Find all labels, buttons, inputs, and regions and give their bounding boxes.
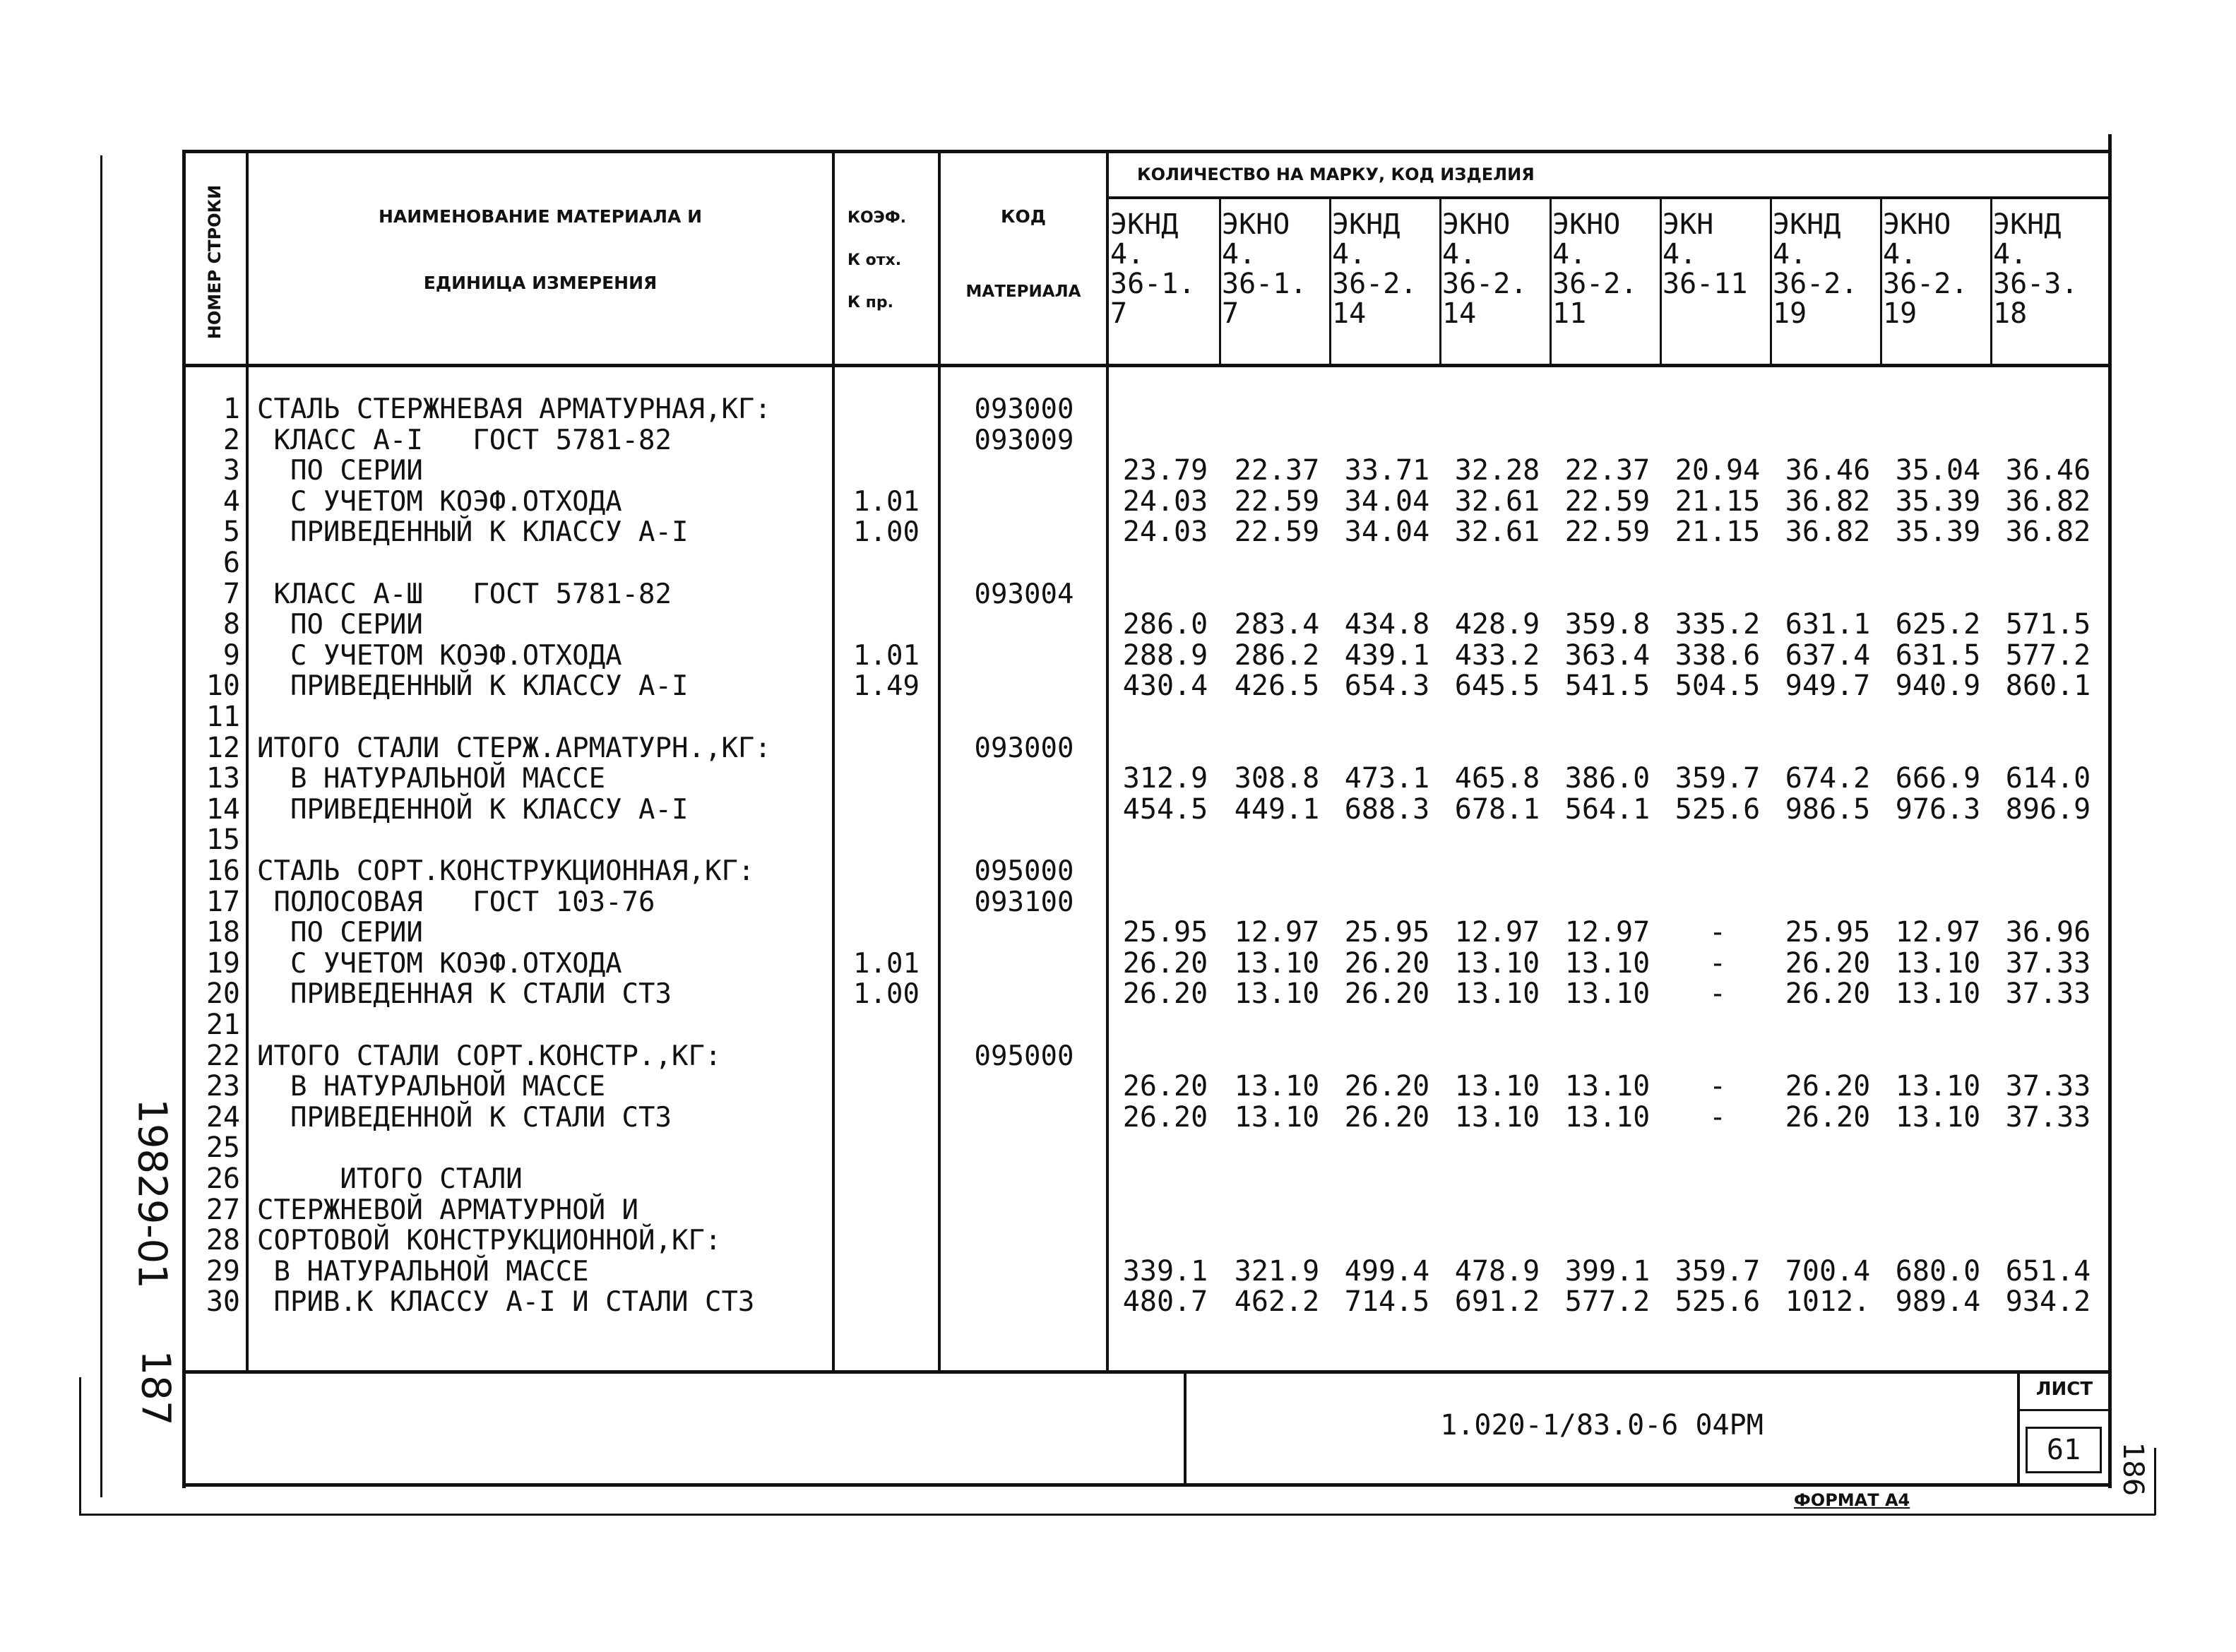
- quantity-value: 13.10: [1895, 1070, 1981, 1103]
- product-column-header-line: 36-3.: [1993, 268, 2079, 300]
- quantity-value: 13.10: [1895, 1100, 1981, 1134]
- product-column-header-line: 36-11: [1663, 268, 1748, 300]
- quantity-value: 989.4: [1895, 1285, 1981, 1319]
- material-name: ИТОГО СТАЛИ СТЕРЖ.АРМАТУРН.,КГ:: [257, 732, 771, 764]
- material-code: 093009: [974, 424, 1074, 456]
- quantity-value: 462.2: [1234, 1285, 1320, 1319]
- material-name: ПРИВЕДЕННАЯ К СТАЛИ СТЗ: [257, 978, 672, 1011]
- quantity-value: 335.2: [1675, 608, 1761, 641]
- quantity-value: 26.20: [1122, 1100, 1208, 1134]
- quantity-value: 26.20: [1122, 977, 1208, 1011]
- quantity-value: 26.20: [1785, 1100, 1871, 1134]
- quantity-value: 13.10: [1895, 946, 1981, 980]
- quantity-value: 13.10: [1234, 977, 1320, 1011]
- format-label: ФОРМАТ А4: [1794, 1490, 1910, 1510]
- product-column-header-line: 4.: [1222, 238, 1256, 271]
- product-column-header-line: 7: [1110, 297, 1128, 330]
- quantity-value: 541.5: [1564, 670, 1651, 703]
- quantity-value: 26.20: [1785, 977, 1871, 1011]
- row-number: 16: [206, 855, 240, 887]
- product-column-header: [1332, 210, 1438, 329]
- product-column-header: [1773, 210, 1879, 329]
- quantity-value: 571.5: [2005, 608, 2091, 641]
- quantity-value: 26.20: [1785, 1070, 1871, 1103]
- coef-header-line-2: К отх.: [848, 251, 902, 269]
- product-column-header: [1883, 210, 1989, 329]
- quantity-value: 359.8: [1564, 608, 1651, 641]
- quantity-value: 35.39: [1895, 516, 1981, 549]
- code-header-line-1: КОД: [1001, 206, 1046, 227]
- product-column-header-line: ЭКНД: [1773, 208, 1841, 241]
- quantity-value: 949.7: [1785, 670, 1871, 703]
- quantity-value: 430.4: [1122, 670, 1208, 703]
- quantity-value: 36.96: [2005, 916, 2091, 949]
- quantity-value: -: [1708, 946, 1727, 980]
- quantity-value: 359.7: [1675, 762, 1761, 795]
- sheet-label: ЛИСТ: [2035, 1379, 2093, 1400]
- sheet-number: 61: [2046, 1434, 2081, 1466]
- outer-right-line: [2154, 1448, 2156, 1515]
- quantity-value: 312.9: [1122, 762, 1208, 795]
- quantity-value: 940.9: [1895, 670, 1981, 703]
- quantity-value: 433.2: [1454, 638, 1540, 672]
- col-sep-q8: [1990, 198, 1992, 366]
- row-number: 23: [206, 1070, 240, 1103]
- product-column-header-line: ЭКНО: [1883, 208, 1951, 241]
- quantity-value: 363.4: [1564, 638, 1651, 672]
- product-column-header: [1552, 210, 1658, 329]
- product-column-header-line: ЭКНД: [1993, 208, 2062, 241]
- material-name: В НАТУРАЛЬНОЙ МАССЕ: [257, 1255, 589, 1288]
- material-name: В НАТУРАЛЬНОЙ МАССЕ: [257, 763, 606, 795]
- quantity-value: 976.3: [1895, 792, 1981, 826]
- row-number: 19: [206, 946, 240, 980]
- row-number: 9: [222, 638, 240, 672]
- col-sep-q6: [1770, 198, 1772, 366]
- product-column-header-line: ЭКНО: [1442, 208, 1511, 241]
- quantity-value: 35.04: [1895, 454, 1981, 487]
- quantity-value: 934.2: [2005, 1285, 2091, 1319]
- quantity-value: 34.04: [1344, 516, 1430, 549]
- col-sep-name: [832, 150, 835, 1372]
- quantity-value: 36.82: [1785, 485, 1871, 518]
- quantity-value: 651.4: [2005, 1254, 2091, 1288]
- quantity-value: 26.20: [1344, 1070, 1430, 1103]
- side-page-number: 187: [132, 1350, 179, 1426]
- quantity-value: 12.97: [1234, 916, 1320, 949]
- material-code: 093100: [974, 886, 1074, 918]
- row-number: 13: [206, 762, 240, 795]
- quantity-value: 631.1: [1785, 608, 1871, 641]
- quantity-value: 37.33: [2005, 946, 2091, 980]
- quantity-value: 283.4: [1234, 608, 1320, 641]
- row-number: 30: [206, 1285, 240, 1319]
- side-document-number: 19829-01: [129, 1098, 175, 1289]
- quantity-value: 36.82: [1785, 516, 1871, 549]
- material-name: ПОЛОСОВАЯ ГОСТ 103-76: [257, 886, 655, 918]
- quantity-value: 36.46: [2005, 454, 2091, 487]
- product-column-header: [1442, 210, 1548, 329]
- col-sep-q3: [1439, 198, 1441, 366]
- quantity-value: 36.82: [2005, 485, 2091, 518]
- row-number: 14: [206, 792, 240, 826]
- quantity-value: 625.2: [1895, 608, 1981, 641]
- col-sep-q4: [1550, 198, 1552, 366]
- quantity-value: 36.46: [1785, 454, 1871, 487]
- name-header-line-2: ЕДИНИЦА ИЗМЕРЕНИЯ: [423, 273, 658, 293]
- material-name: С УЧЕТОМ КОЭФ.ОТХОДА: [257, 947, 622, 980]
- quantity-value: 36.82: [2005, 516, 2091, 549]
- corner-number: 186: [2117, 1442, 2149, 1497]
- quantity-value: 24.03: [1122, 485, 1208, 518]
- table-body-bottom-border: [182, 1370, 2112, 1374]
- material-name: ПО СЕРИИ: [257, 455, 423, 487]
- header-bottom-border: [182, 364, 2112, 367]
- col-sep-rownum: [246, 150, 249, 1372]
- quantity-value: 645.5: [1454, 670, 1540, 703]
- product-column-header-line: 19: [1883, 297, 1917, 330]
- material-name: С УЧЕТОМ КОЭФ.ОТХОДА: [257, 485, 622, 518]
- row-number: 22: [206, 1039, 240, 1072]
- footer-bottom-border: [182, 1483, 2112, 1487]
- outer-left-line: [100, 155, 102, 1497]
- row-number: 10: [206, 670, 240, 703]
- quantity-value: 1012.: [1785, 1285, 1871, 1319]
- quantity-value: 23.79: [1122, 454, 1208, 487]
- quantity-value: 22.59: [1234, 485, 1320, 518]
- coefficient: 1.01: [853, 947, 920, 980]
- row-number: 28: [206, 1224, 240, 1257]
- product-column-header-line: 36-1.: [1110, 268, 1196, 300]
- material-name: КЛАСС А-Ш ГОСТ 5781-82: [257, 578, 672, 610]
- material-code: 095000: [974, 855, 1074, 887]
- quantity-value: 37.33: [2005, 1070, 2091, 1103]
- row-number: 26: [206, 1163, 240, 1195]
- quantity-value: 399.1: [1564, 1254, 1651, 1288]
- coefficient: 1.49: [853, 670, 920, 703]
- quantity-value: 13.10: [1234, 946, 1320, 980]
- quantity-value: 525.6: [1675, 792, 1761, 826]
- coef-header-line-1: КОЭФ.: [848, 209, 907, 227]
- quantity-value: 359.7: [1675, 1254, 1761, 1288]
- coef-header-line-3: К пр.: [848, 294, 893, 311]
- table-right-border: [2108, 134, 2112, 1488]
- quantity-value: 577.2: [1564, 1285, 1651, 1319]
- quantity-value: -: [1708, 1070, 1727, 1103]
- quantity-value: 13.10: [1454, 1070, 1540, 1103]
- quantity-value: 21.15: [1675, 516, 1761, 549]
- quantity-value: 26.20: [1344, 946, 1430, 980]
- quantity-label-bottom: [1107, 196, 2110, 199]
- row-number: 8: [222, 608, 240, 641]
- row-number: 1: [222, 393, 240, 425]
- quantity-value: 499.4: [1344, 1254, 1430, 1288]
- material-code: 093000: [974, 393, 1074, 425]
- quantity-value: 986.5: [1785, 792, 1871, 826]
- quantity-value: 13.10: [1564, 1070, 1651, 1103]
- quantity-value: 25.95: [1122, 916, 1208, 949]
- product-column-header-line: 14: [1332, 297, 1367, 330]
- quantity-value: 22.59: [1564, 485, 1651, 518]
- material-name: СТАЛЬ СТЕРЖНЕВАЯ АРМАТУРНАЯ,КГ:: [257, 393, 771, 425]
- table-top-border: [184, 150, 2112, 153]
- quantity-value: 473.1: [1344, 762, 1430, 795]
- product-column-header-line: 36-2.: [1773, 268, 1858, 300]
- quantity-value: 26.20: [1344, 977, 1430, 1011]
- quantity-value: 13.10: [1234, 1070, 1320, 1103]
- quantity-value: 637.4: [1785, 638, 1871, 672]
- quantity-value: 20.94: [1675, 454, 1761, 487]
- material-name: ПРИВЕДЕННЫЙ К КЛАССУ А-I: [257, 516, 689, 549]
- row-number-header: [189, 167, 240, 357]
- quantity-value: 13.10: [1895, 977, 1981, 1011]
- material-name: ПРИВЕДЕННОЙ К КЛАССУ А-I: [257, 793, 689, 826]
- quantity-value: -: [1708, 977, 1727, 1011]
- material-name: СТАЛЬ СОРТ.КОНСТРУКЦИОННАЯ,КГ:: [257, 855, 755, 887]
- quantity-value: 439.1: [1344, 638, 1430, 672]
- row-number: 7: [222, 577, 240, 610]
- material-name: СОРТОВОЙ КОНСТРУКЦИОННОЙ,КГ:: [257, 1225, 722, 1257]
- material-name: ИТОГО СТАЛИ: [257, 1163, 523, 1195]
- row-number: 3: [222, 454, 240, 487]
- row-number: 24: [206, 1100, 240, 1134]
- quantity-value: 680.0: [1895, 1254, 1981, 1288]
- quantity-value: 32.28: [1454, 454, 1540, 487]
- coefficient: 1.00: [853, 516, 920, 549]
- quantity-value: 428.9: [1454, 608, 1540, 641]
- product-column-header-line: 14: [1442, 297, 1477, 330]
- product-column-header-line: 4.: [1442, 238, 1477, 271]
- quantity-value: 22.37: [1234, 454, 1320, 487]
- quantity-value: 860.1: [2005, 670, 2091, 703]
- col-sep-q7: [1880, 198, 1882, 366]
- material-name: ПРИВЕДЕННЫЙ К КЛАССУ А-I: [257, 670, 689, 703]
- quantity-value: 37.33: [2005, 1100, 2091, 1134]
- quantity-value: 22.59: [1564, 516, 1651, 549]
- quantity-value: 37.33: [2005, 977, 2091, 1011]
- row-number: 2: [222, 423, 240, 456]
- quantity-value: 286.0: [1122, 608, 1208, 641]
- quantity-value: 896.9: [2005, 792, 2091, 826]
- quantity-value: 480.7: [1122, 1285, 1208, 1319]
- quantity-value: 35.39: [1895, 485, 1981, 518]
- quantity-value: 13.10: [1564, 1100, 1651, 1134]
- quantity-value: 465.8: [1454, 762, 1540, 795]
- row-number: 20: [206, 977, 240, 1011]
- quantity-value: 308.8: [1234, 762, 1320, 795]
- quantity-value: 338.6: [1675, 638, 1761, 672]
- material-code: 095000: [974, 1040, 1074, 1072]
- quantity-value: 478.9: [1454, 1254, 1540, 1288]
- product-column-header-line: 11: [1552, 297, 1587, 330]
- product-column-header: [1222, 210, 1328, 329]
- quantity-value: 434.8: [1344, 608, 1430, 641]
- sheet-number-box: [2026, 1427, 2102, 1473]
- product-column-header-line: 4.: [1993, 238, 2028, 271]
- quantity-value: 666.9: [1895, 762, 1981, 795]
- quantity-value: 26.20: [1122, 1070, 1208, 1103]
- quantity-value: 12.97: [1895, 916, 1981, 949]
- quantity-value: 13.10: [1234, 1100, 1320, 1134]
- col-sep-q5: [1660, 198, 1662, 366]
- quantity-value: 504.5: [1675, 670, 1761, 703]
- product-column-header-line: 4.: [1663, 238, 1697, 271]
- product-column-header-line: 4.: [1883, 238, 1917, 271]
- quantity-value: 714.5: [1344, 1285, 1430, 1319]
- table-left-border: [182, 150, 186, 1488]
- coefficient: 1.00: [853, 978, 920, 1011]
- quantity-value: 26.20: [1344, 1100, 1430, 1134]
- product-column-header-line: 36-2.: [1883, 268, 1968, 300]
- product-column-header-line: ЭКНО: [1222, 208, 1290, 241]
- product-column-header-line: ЭКН: [1663, 208, 1714, 241]
- row-number-label: НОМЕР СТРОКИ: [205, 184, 225, 340]
- quantity-value: 339.1: [1122, 1254, 1208, 1288]
- row-number: 25: [206, 1131, 240, 1165]
- quantity-value: 631.5: [1895, 638, 1981, 672]
- quantity-value: 12.97: [1454, 916, 1540, 949]
- col-sep-coef: [938, 150, 941, 1372]
- product-column-header-line: 36-2.: [1332, 268, 1417, 300]
- material-name: ПО СЕРИИ: [257, 609, 423, 641]
- quantity-value: 25.95: [1344, 916, 1430, 949]
- material-code: 093000: [974, 732, 1074, 764]
- product-column-header-line: 36-1.: [1222, 268, 1307, 300]
- product-column-header-line: 19: [1773, 297, 1807, 330]
- quantity-value: 32.61: [1454, 516, 1540, 549]
- material-name: КЛАСС А-I ГОСТ 5781-82: [257, 424, 672, 456]
- row-number: 17: [206, 885, 240, 918]
- product-column-header-line: 4.: [1110, 238, 1145, 271]
- product-column-header: [1663, 210, 1768, 329]
- quantity-value: 674.2: [1785, 762, 1871, 795]
- product-column-header-line: 4.: [1332, 238, 1367, 271]
- footer-sheet-label-bottom: [2018, 1409, 2110, 1411]
- quantity-value: 13.10: [1564, 946, 1651, 980]
- quantity-value: 426.5: [1234, 670, 1320, 703]
- row-number: 27: [206, 1193, 240, 1226]
- quantity-value: 24.03: [1122, 516, 1208, 549]
- product-column-header-line: 18: [1993, 297, 2028, 330]
- quantity-value: 13.10: [1564, 977, 1651, 1011]
- quantity-value: 32.61: [1454, 485, 1540, 518]
- quantity-value: 13.10: [1454, 977, 1540, 1011]
- quantity-value: 449.1: [1234, 792, 1320, 826]
- row-number: 4: [222, 485, 240, 518]
- product-column-header-line: ЭКНО: [1552, 208, 1621, 241]
- quantity-value: 26.20: [1122, 946, 1208, 980]
- quantity-value: 654.3: [1344, 670, 1430, 703]
- quantity-value: 525.6: [1675, 1285, 1761, 1319]
- material-name: С УЧЕТОМ КОЭФ.ОТХОДА: [257, 639, 622, 672]
- quantity-value: 454.5: [1122, 792, 1208, 826]
- product-column-header-line: ЭКНД: [1110, 208, 1179, 241]
- quantity-header: КОЛИЧЕСТВО НА МАРКУ, КОД ИЗДЕЛИЯ: [1137, 165, 1535, 184]
- quantity-value: 21.15: [1675, 485, 1761, 518]
- material-name: ПО СЕРИИ: [257, 917, 423, 949]
- quantity-value: 688.3: [1344, 792, 1430, 826]
- row-number: 11: [206, 701, 240, 733]
- product-column-header-line: ЭКНД: [1332, 208, 1401, 241]
- quantity-value: 22.37: [1564, 454, 1651, 487]
- quantity-value: 33.71: [1344, 454, 1430, 487]
- document-code: 1.020-1/83.0-6 04РМ: [1440, 1409, 1764, 1442]
- col-sep-q2: [1329, 198, 1331, 366]
- quantity-value: 26.20: [1785, 946, 1871, 980]
- quantity-value: 691.2: [1454, 1285, 1540, 1319]
- product-column-header-line: 36-2.: [1442, 268, 1528, 300]
- quantity-value: 22.59: [1234, 516, 1320, 549]
- quantity-value: 13.10: [1454, 946, 1540, 980]
- quantity-value: 386.0: [1564, 762, 1651, 795]
- row-number: 21: [206, 1009, 240, 1041]
- row-number: 15: [206, 824, 240, 857]
- quantity-value: 12.97: [1564, 916, 1651, 949]
- row-number: 6: [222, 547, 240, 579]
- material-name: ПРИВ.К КЛАССУ А-I И СТАЛИ СТЗ: [257, 1286, 755, 1319]
- quantity-value: 678.1: [1454, 792, 1540, 826]
- product-column-header-line: [1663, 299, 1768, 329]
- row-number: 12: [206, 731, 240, 764]
- product-column-header-line: 4.: [1773, 238, 1807, 271]
- quantity-value: 700.4: [1785, 1254, 1871, 1288]
- col-sep-code: [1106, 150, 1109, 1372]
- outer-left-edge: [79, 1377, 81, 1515]
- product-column-header-line: 36-2.: [1552, 268, 1638, 300]
- quantity-value: -: [1708, 916, 1727, 949]
- coefficient: 1.01: [853, 639, 920, 672]
- quantity-value: 321.9: [1234, 1254, 1320, 1288]
- code-header-line-2: МАТЕРИАЛА: [965, 283, 1081, 301]
- quantity-value: 564.1: [1564, 792, 1651, 826]
- col-sep-q1: [1219, 198, 1221, 366]
- quantity-value: 286.2: [1234, 638, 1320, 672]
- material-name: ПРИВЕДЕННОЙ К СТАЛИ СТЗ: [257, 1101, 672, 1134]
- material-name: ИТОГО СТАЛИ СОРТ.КОНСТР.,КГ:: [257, 1040, 722, 1072]
- quantity-value: 34.04: [1344, 485, 1430, 518]
- quantity-value: 13.10: [1454, 1100, 1540, 1134]
- material-name: СТЕРЖНЕВОЙ АРМАТУРНОЙ И: [257, 1194, 639, 1226]
- quantity-value: 25.95: [1785, 916, 1871, 949]
- product-column-header-line: 4.: [1552, 238, 1587, 271]
- name-header-line-1: НАИМЕНОВАНИЕ МАТЕРИАЛА И: [378, 206, 703, 227]
- product-column-header: [1993, 210, 2099, 329]
- quantity-value: 614.0: [2005, 762, 2091, 795]
- product-column-header: [1110, 210, 1216, 329]
- outer-bottom-line: [79, 1514, 2155, 1516]
- material-code: 093004: [974, 578, 1074, 610]
- quantity-value: 577.2: [2005, 638, 2091, 672]
- material-name: В НАТУРАЛЬНОЙ МАССЕ: [257, 1071, 606, 1103]
- quantity-value: 288.9: [1122, 638, 1208, 672]
- row-number: 29: [206, 1254, 240, 1288]
- coefficient: 1.01: [853, 485, 920, 518]
- product-column-header-line: 7: [1222, 297, 1239, 330]
- row-number: 5: [222, 516, 240, 549]
- quantity-value: -: [1708, 1100, 1727, 1134]
- row-number: 18: [206, 916, 240, 949]
